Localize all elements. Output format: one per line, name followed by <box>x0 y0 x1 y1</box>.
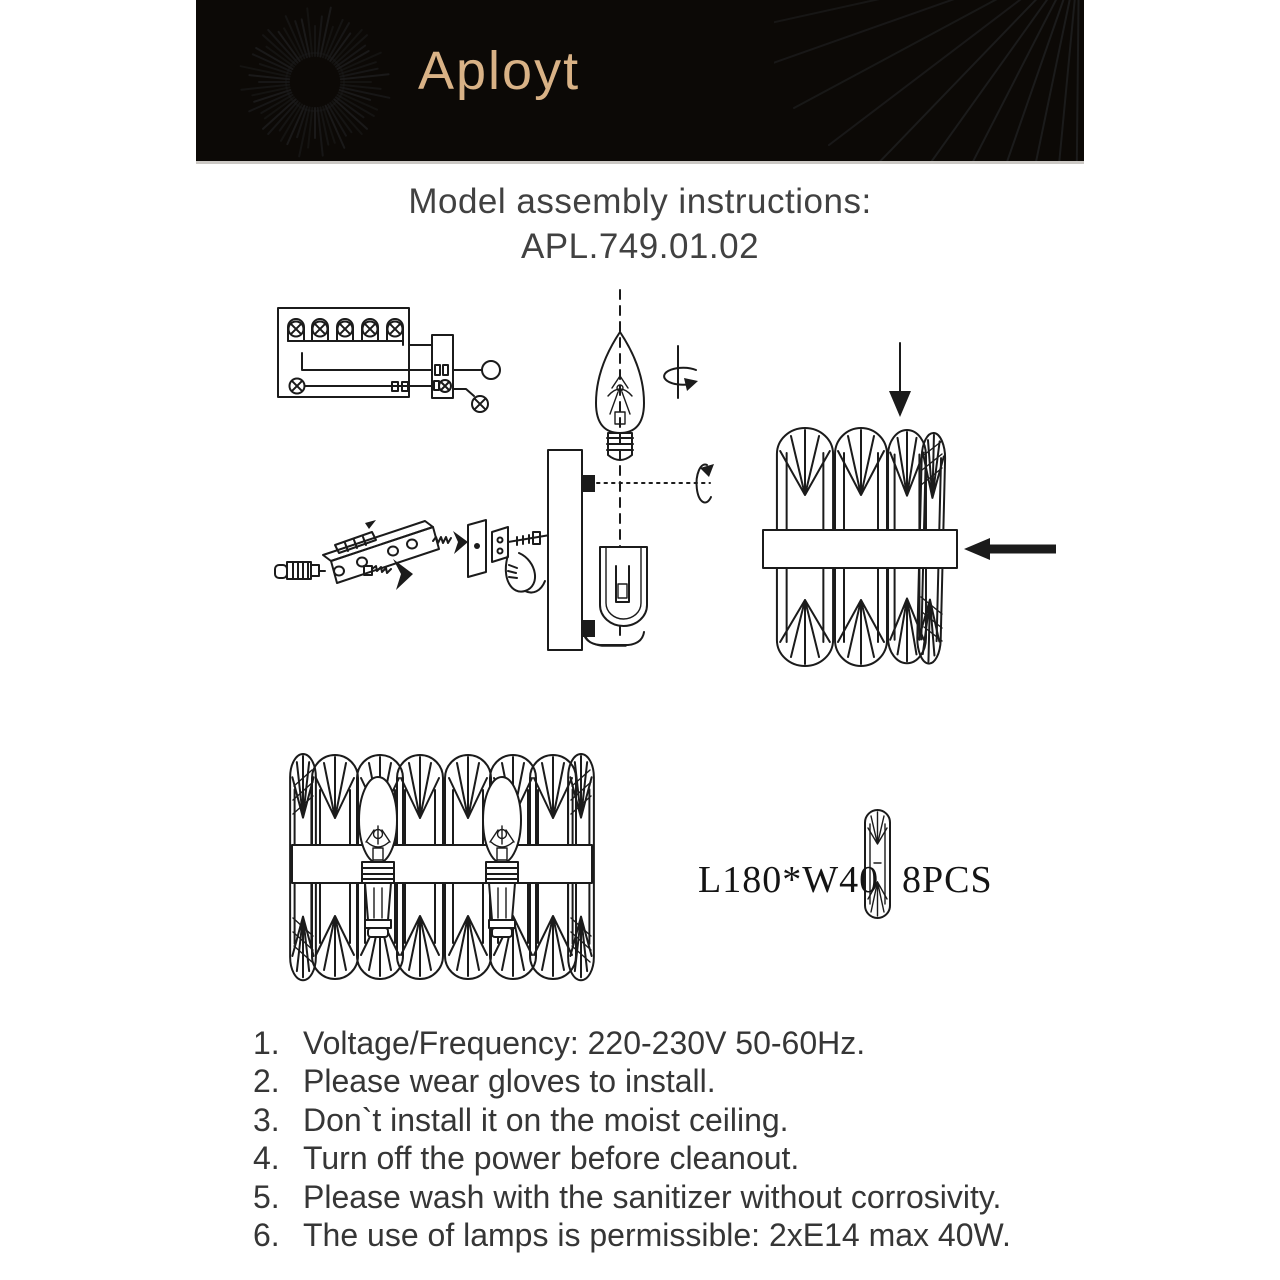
item-number: 5. <box>253 1178 280 1215</box>
mounting-band <box>763 530 957 568</box>
terminal-box <box>492 527 508 562</box>
item-text: Turn off the power before cleanout. <box>303 1140 800 1177</box>
screw-with-arrow-right <box>433 531 468 554</box>
instruction-list <box>253 1024 1083 1254</box>
wall-bracket-assembly-diagram <box>265 495 565 630</box>
bottom-lamp-symbol <box>290 379 305 394</box>
lamp-band <box>292 845 592 883</box>
item-text: The use of lamps is permissible: 2xE14 max 40W. <box>303 1217 1011 1254</box>
instruction-item <box>253 1062 1083 1100</box>
item-text: Voltage/Frequency: 220-230V 50-60Hz. <box>303 1025 866 1061</box>
brand-banner <box>196 0 1084 164</box>
item-number: 4. <box>253 1140 280 1177</box>
sunburst-logo-icon <box>235 2 395 162</box>
quantity-label: 8PCS <box>902 859 993 901</box>
item-number: 3. <box>253 1101 280 1138</box>
dimension-label: L180*W40 <box>698 859 880 901</box>
backplate-knob-top <box>582 475 595 492</box>
item-text: Please wear gloves to install. <box>303 1063 716 1100</box>
instruction-item <box>253 1178 1083 1216</box>
title-line-2: APL.749.01.02 <box>520 226 760 266</box>
item-number: 2. <box>253 1063 280 1100</box>
down-arrow-icon <box>889 343 911 417</box>
item-text: Don`t install it on the moist ceiling. <box>303 1101 789 1138</box>
backplate <box>548 450 582 650</box>
rotate-icon-vertical <box>664 346 698 398</box>
socket-cup <box>600 547 647 626</box>
item-text: Please wash with the sanitizer without corrosivity. <box>303 1178 1002 1215</box>
brand-name: Aployt <box>418 41 581 101</box>
wall-anchor <box>275 562 325 579</box>
left-arrow-icon <box>964 538 1056 560</box>
screw-with-arrow-down <box>364 559 413 590</box>
decorative-rays-icon <box>774 0 1084 161</box>
wiring-diagram <box>262 293 512 423</box>
assembled-lamp-diagram <box>282 738 602 1003</box>
instruction-item <box>253 1216 1083 1254</box>
page-title <box>0 180 1280 270</box>
item-number: 1. <box>253 1025 280 1061</box>
instruction-item <box>253 1101 1083 1139</box>
bulb-installation-diagram <box>540 284 730 656</box>
instruction-item <box>253 1139 1083 1177</box>
crystal-shade-assembly-diagram <box>750 335 1070 685</box>
wall-plate <box>468 520 486 577</box>
instruction-item <box>253 1024 1083 1062</box>
item-number: 6. <box>253 1217 280 1254</box>
mounting-bar <box>323 520 439 583</box>
title-line-1: Model assembly instructions: <box>408 182 872 221</box>
lamp-symbols <box>288 319 403 341</box>
corner-lamp-symbol <box>472 396 488 412</box>
